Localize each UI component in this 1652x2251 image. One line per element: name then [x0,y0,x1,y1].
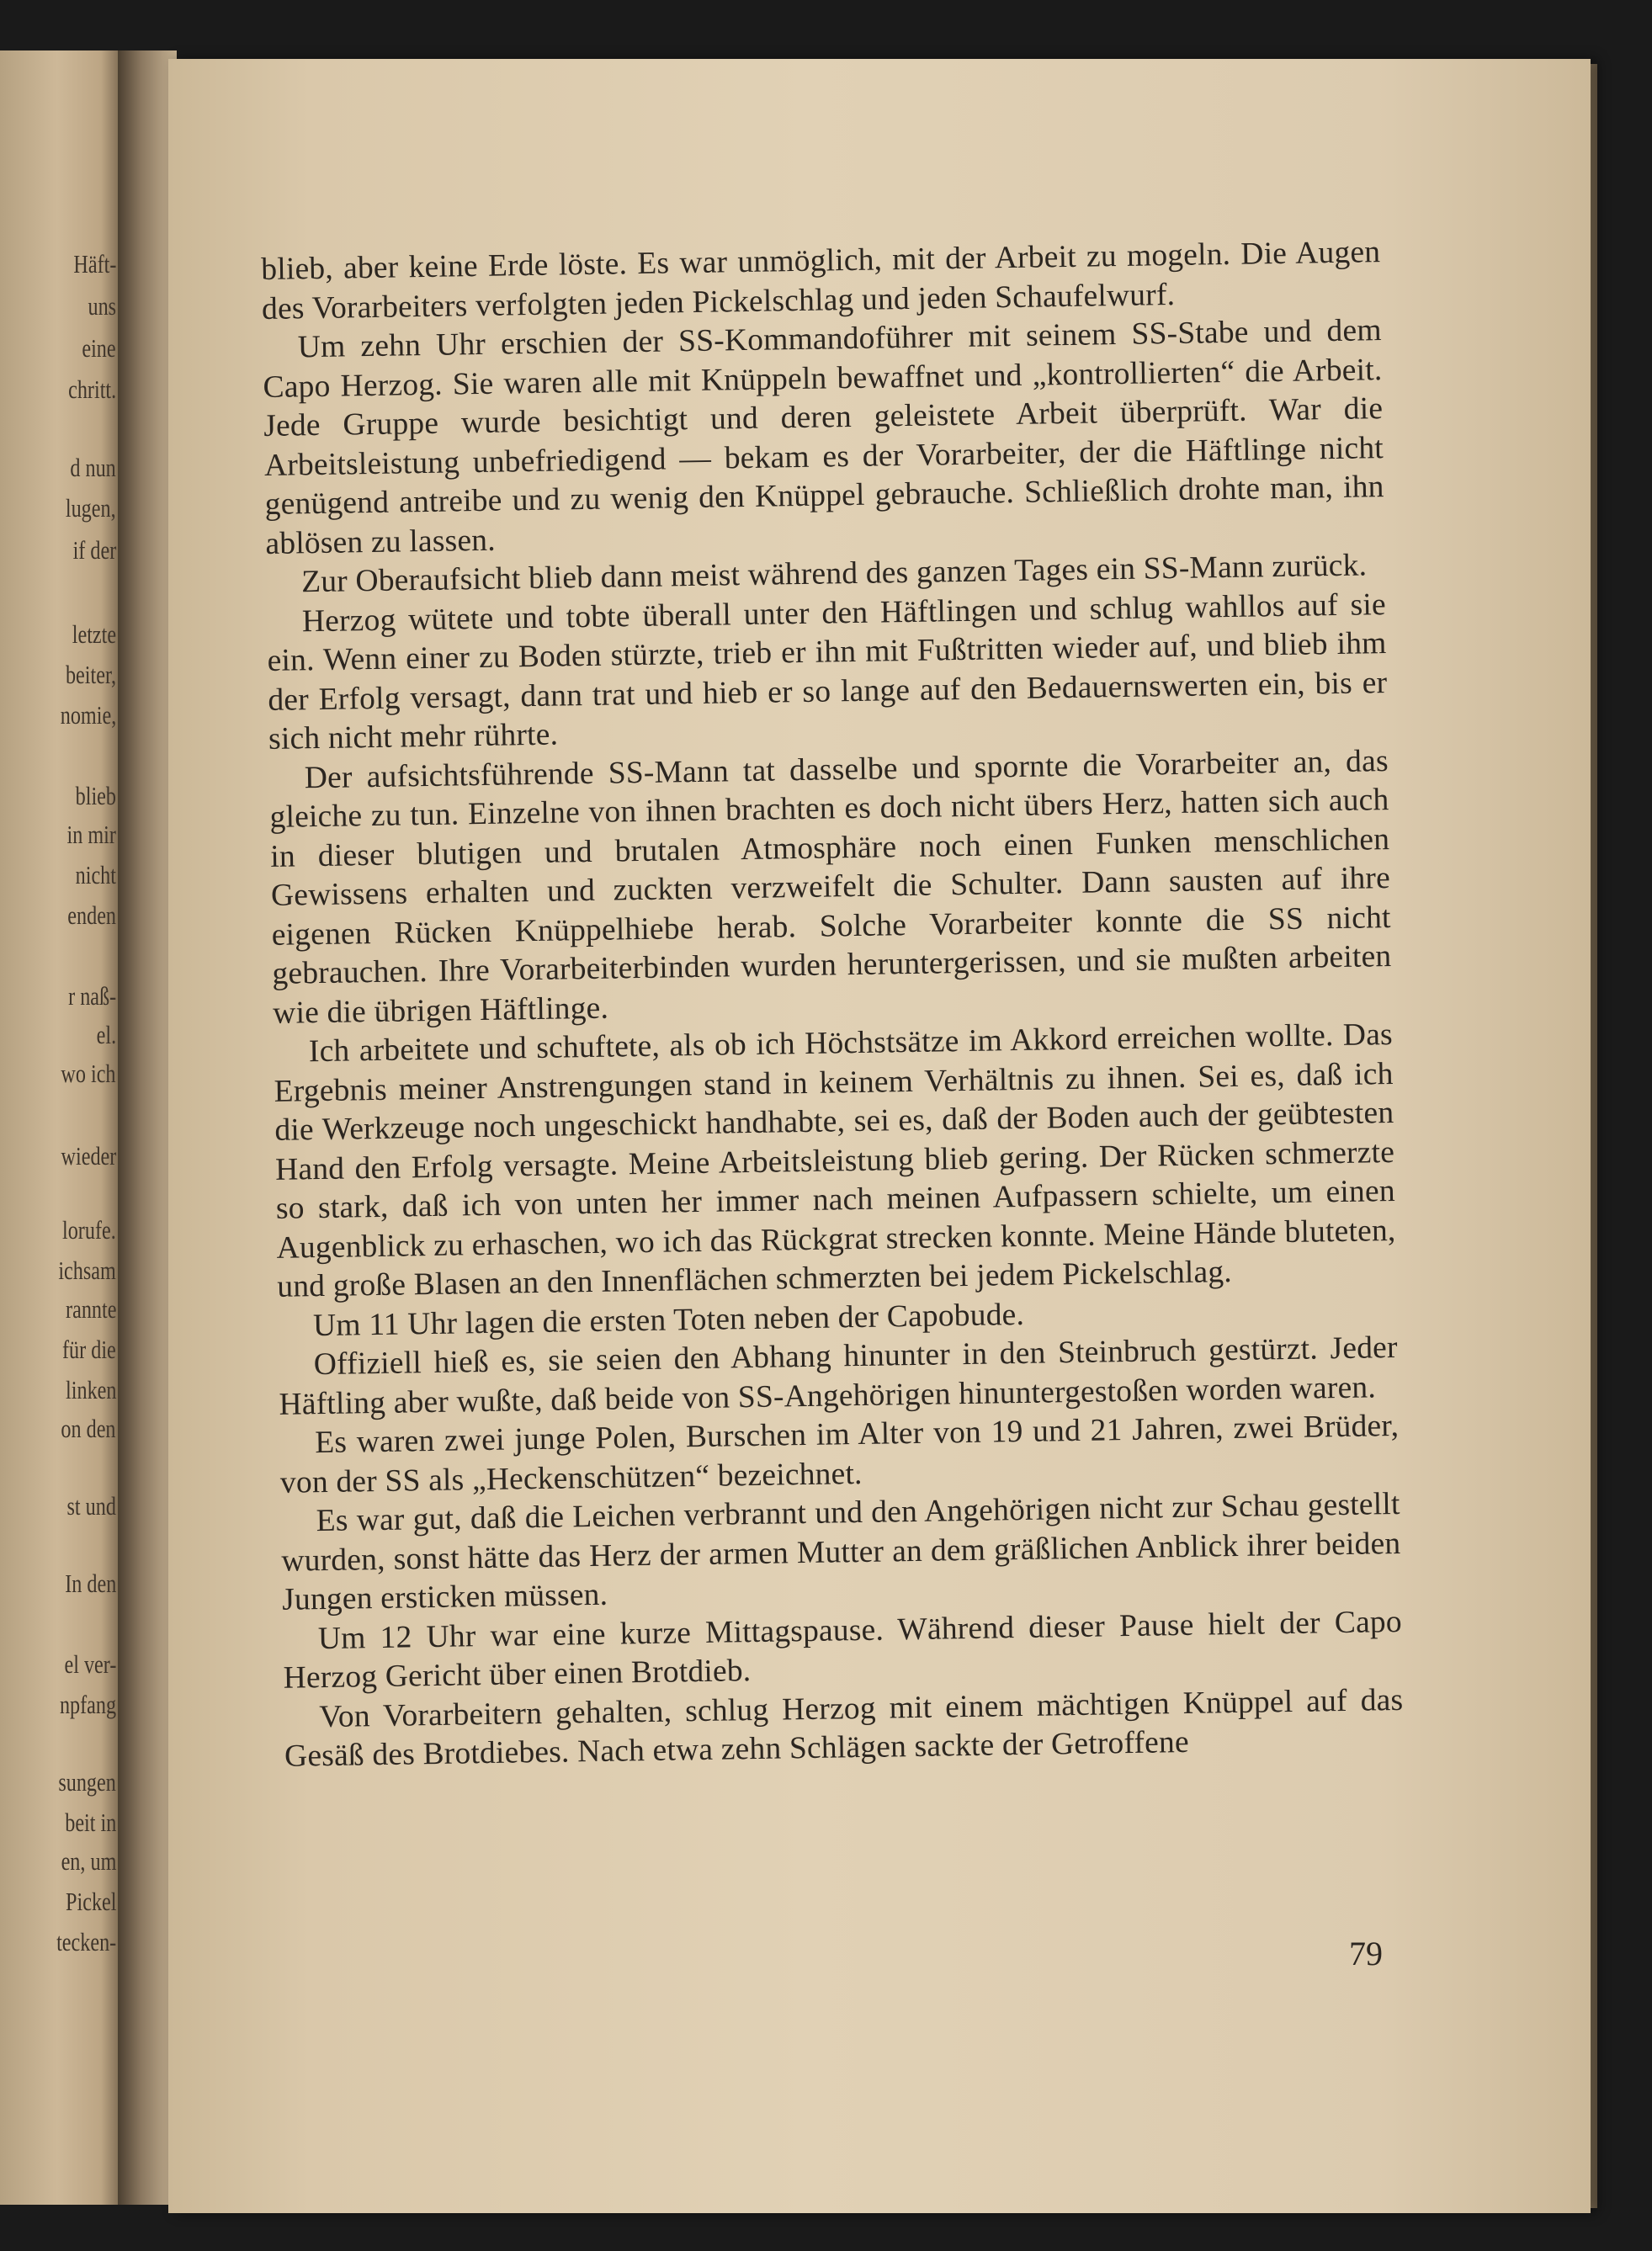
left-line-fragment: ichsam [58,1256,116,1285]
left-line-fragment: nicht [75,860,116,889]
left-line-fragment: lorufe. [62,1215,116,1245]
left-line-fragment: für die [62,1335,116,1364]
paragraph: Um zehn Uhr erschien der SS-Kommandoführer mit seinem SS-Stabe und dem Capo Herzog. Sie waren alle mit Knüppeln bewaffnet und „kontrollierten“ die Arbeit. Jede Gruppe wurde besichtigt und deren geleistete Arbeit überprüft. War die Arbeitsleistung unbefriedigend — bekam es der Vorarbeiter, der die Häftlinge nicht genügend antreibe und zu wenig den Knüppel gebrauche. Schließlich drohte man, ihn ablösen zu lassen. [263,313,1384,561]
paragraph: Um 12 Uhr war eine kurze Mittagspause. Während dieser Pause hielt der Capo Herzog Gericht über einen Brotdieb. [283,1604,1403,1696]
paragraph: Ich arbeitete und schuftete, als ob ich Höchstsätze im Akkord erreichen wollte. Das Ergebnis meiner Anstrengungen stand in keinem Verhältnis zu ihnen. Sei es, daß ich die Werkzeuge noch ungeschickt handhabte, sei es, daß der Boden auch der geübtesten Hand den Erfolg versagte. Meine Arbeitsleistung blieb gering. Der Rücken schmerzte so stark, daß ich von unten her immer nach meinen Aufpassern schielte, um einen Augenblick zu erhaschen, wo ich das Rückgrat strecken konnte. Meine Hände bluteten, und große Blasen an den Innenflächen schmerzten bei jedem Pickelschlag. [274,1017,1396,1304]
left-line-fragment: Pickel [65,1887,116,1916]
left-line-fragment: r naß- [67,981,116,1011]
left-line-fragment: if der [72,535,116,565]
left-line-fragment: beiter, [65,660,116,689]
paragraph: Um 11 Uhr lagen die ersten Toten neben der Capobude. [312,1297,1025,1343]
left-line-fragment: in mir [66,820,116,849]
left-line-fragment: rannte [65,1294,116,1324]
left-page-text-fragments [0,50,126,2205]
left-line-fragment: In den [64,1569,116,1598]
left-line-fragment: beit in [64,1808,116,1837]
left-line-fragment: el ver- [64,1649,116,1679]
left-line-fragment: tecken- [56,1927,116,1956]
left-line-fragment: en, um [61,1846,116,1876]
left-line-fragment: el. [96,1020,116,1049]
paragraph: Es waren zwei junge Polen, Burschen im Alter von 19 und 21 Jahren, zwei Brüder, von der SS als „Heckenschützen“ bezeichnet. [279,1408,1400,1500]
left-line-fragment: lugen, [66,493,116,523]
page-body-text [261,233,1404,1776]
paragraph: Herzog wütete und tobte überall unter den Häftlingen und schlug wahllos auf sie ein. Wenn einer zu Boden stürzte, trieb er ihn mit Fußtritten wieder auf, und blieb ihm der Erfolg versagt, dann trat und hieb er so lange auf den Bedauernswerten ein, bis er sich nicht mehr rührte. [267,587,1388,757]
paragraph: Von Vorarbeitern gehalten, schlug Herzog mit einem mächtigen Knüppel auf das Gesäß des Brotdiebes. Nach etwa zehn Schlägen sackte der Getroffene [284,1682,1404,1774]
left-line-fragment: wieder [61,1141,116,1171]
left-line-fragment: letzte [72,619,116,649]
left-line-fragment: blieb [75,781,116,810]
left-line-fragment: npfang [59,1690,116,1719]
left-line-fragment: on den [61,1414,116,1443]
left-line-fragment: nomie, [60,700,116,730]
paragraph: Der aufsichtsführende SS-Mann tat dasselbe und spornte die Vorarbeiter an, das gleiche zu tun. Einzelne von ihnen brachten es doch nicht übers Herz, hatten sich auch in dieser blutigen und brutalen Atmosphäre noch einen Funken menschlichen Gewissens erhalten und zuckten verzweifelt die Schulter. Dann sausten auf ihre eigenen Rücken Knüppelhiebe herab. Solche Vorarbeiter konnte die SS nicht gebrauchen. Ihre Vorarbeiterbinden wurden heruntergerissen, und sie mußten arbeiten wie die übrigen Häftlinge. [269,743,1392,1031]
paragraph: blieb, aber keine Erde löste. Es war unmöglich, mit der Arbeit zu mogeln. Die Augen des Vorarbeiters verfolgten jeden Pickelschlag und jeden Schaufelwurf. [261,235,1381,327]
page-number: 79 [1349,1935,1383,1972]
left-line-fragment: linken [65,1375,116,1404]
paragraph: Es war gut, daß die Leichen verbrannt und den Angehörigen nicht zur Schau gestellt wurden, sonst hätte das Herz der armen Mutter an dem gräßlichen Anblick ihrer beiden Jungen ersticken müssen. [281,1486,1401,1617]
left-line-fragment: uns [88,291,116,321]
left-line-fragment: chritt. [67,374,116,404]
paragraph: Offiziell hieß es, sie seien den Abhang hinunter in den Steinbruch gestürzt. Jeder Häftling aber wußte, daß beide von SS-Angehörigen hinuntergestoßen worden waren. [279,1330,1398,1422]
left-line-fragment: Häft- [72,249,116,279]
left-line-fragment: wo ich [61,1059,116,1088]
left-line-fragment: eine [82,333,116,363]
left-line-fragment: st und [66,1491,116,1521]
left-line-fragment: d nun [70,453,116,482]
left-line-fragment: sungen [58,1767,116,1797]
left-line-fragment: enden [67,900,116,930]
left-facing-page [0,50,126,2205]
paragraph: Zur Oberaufsicht blieb dann meist während des ganzen Tages ein SS-Mann zurück. [300,548,1368,600]
